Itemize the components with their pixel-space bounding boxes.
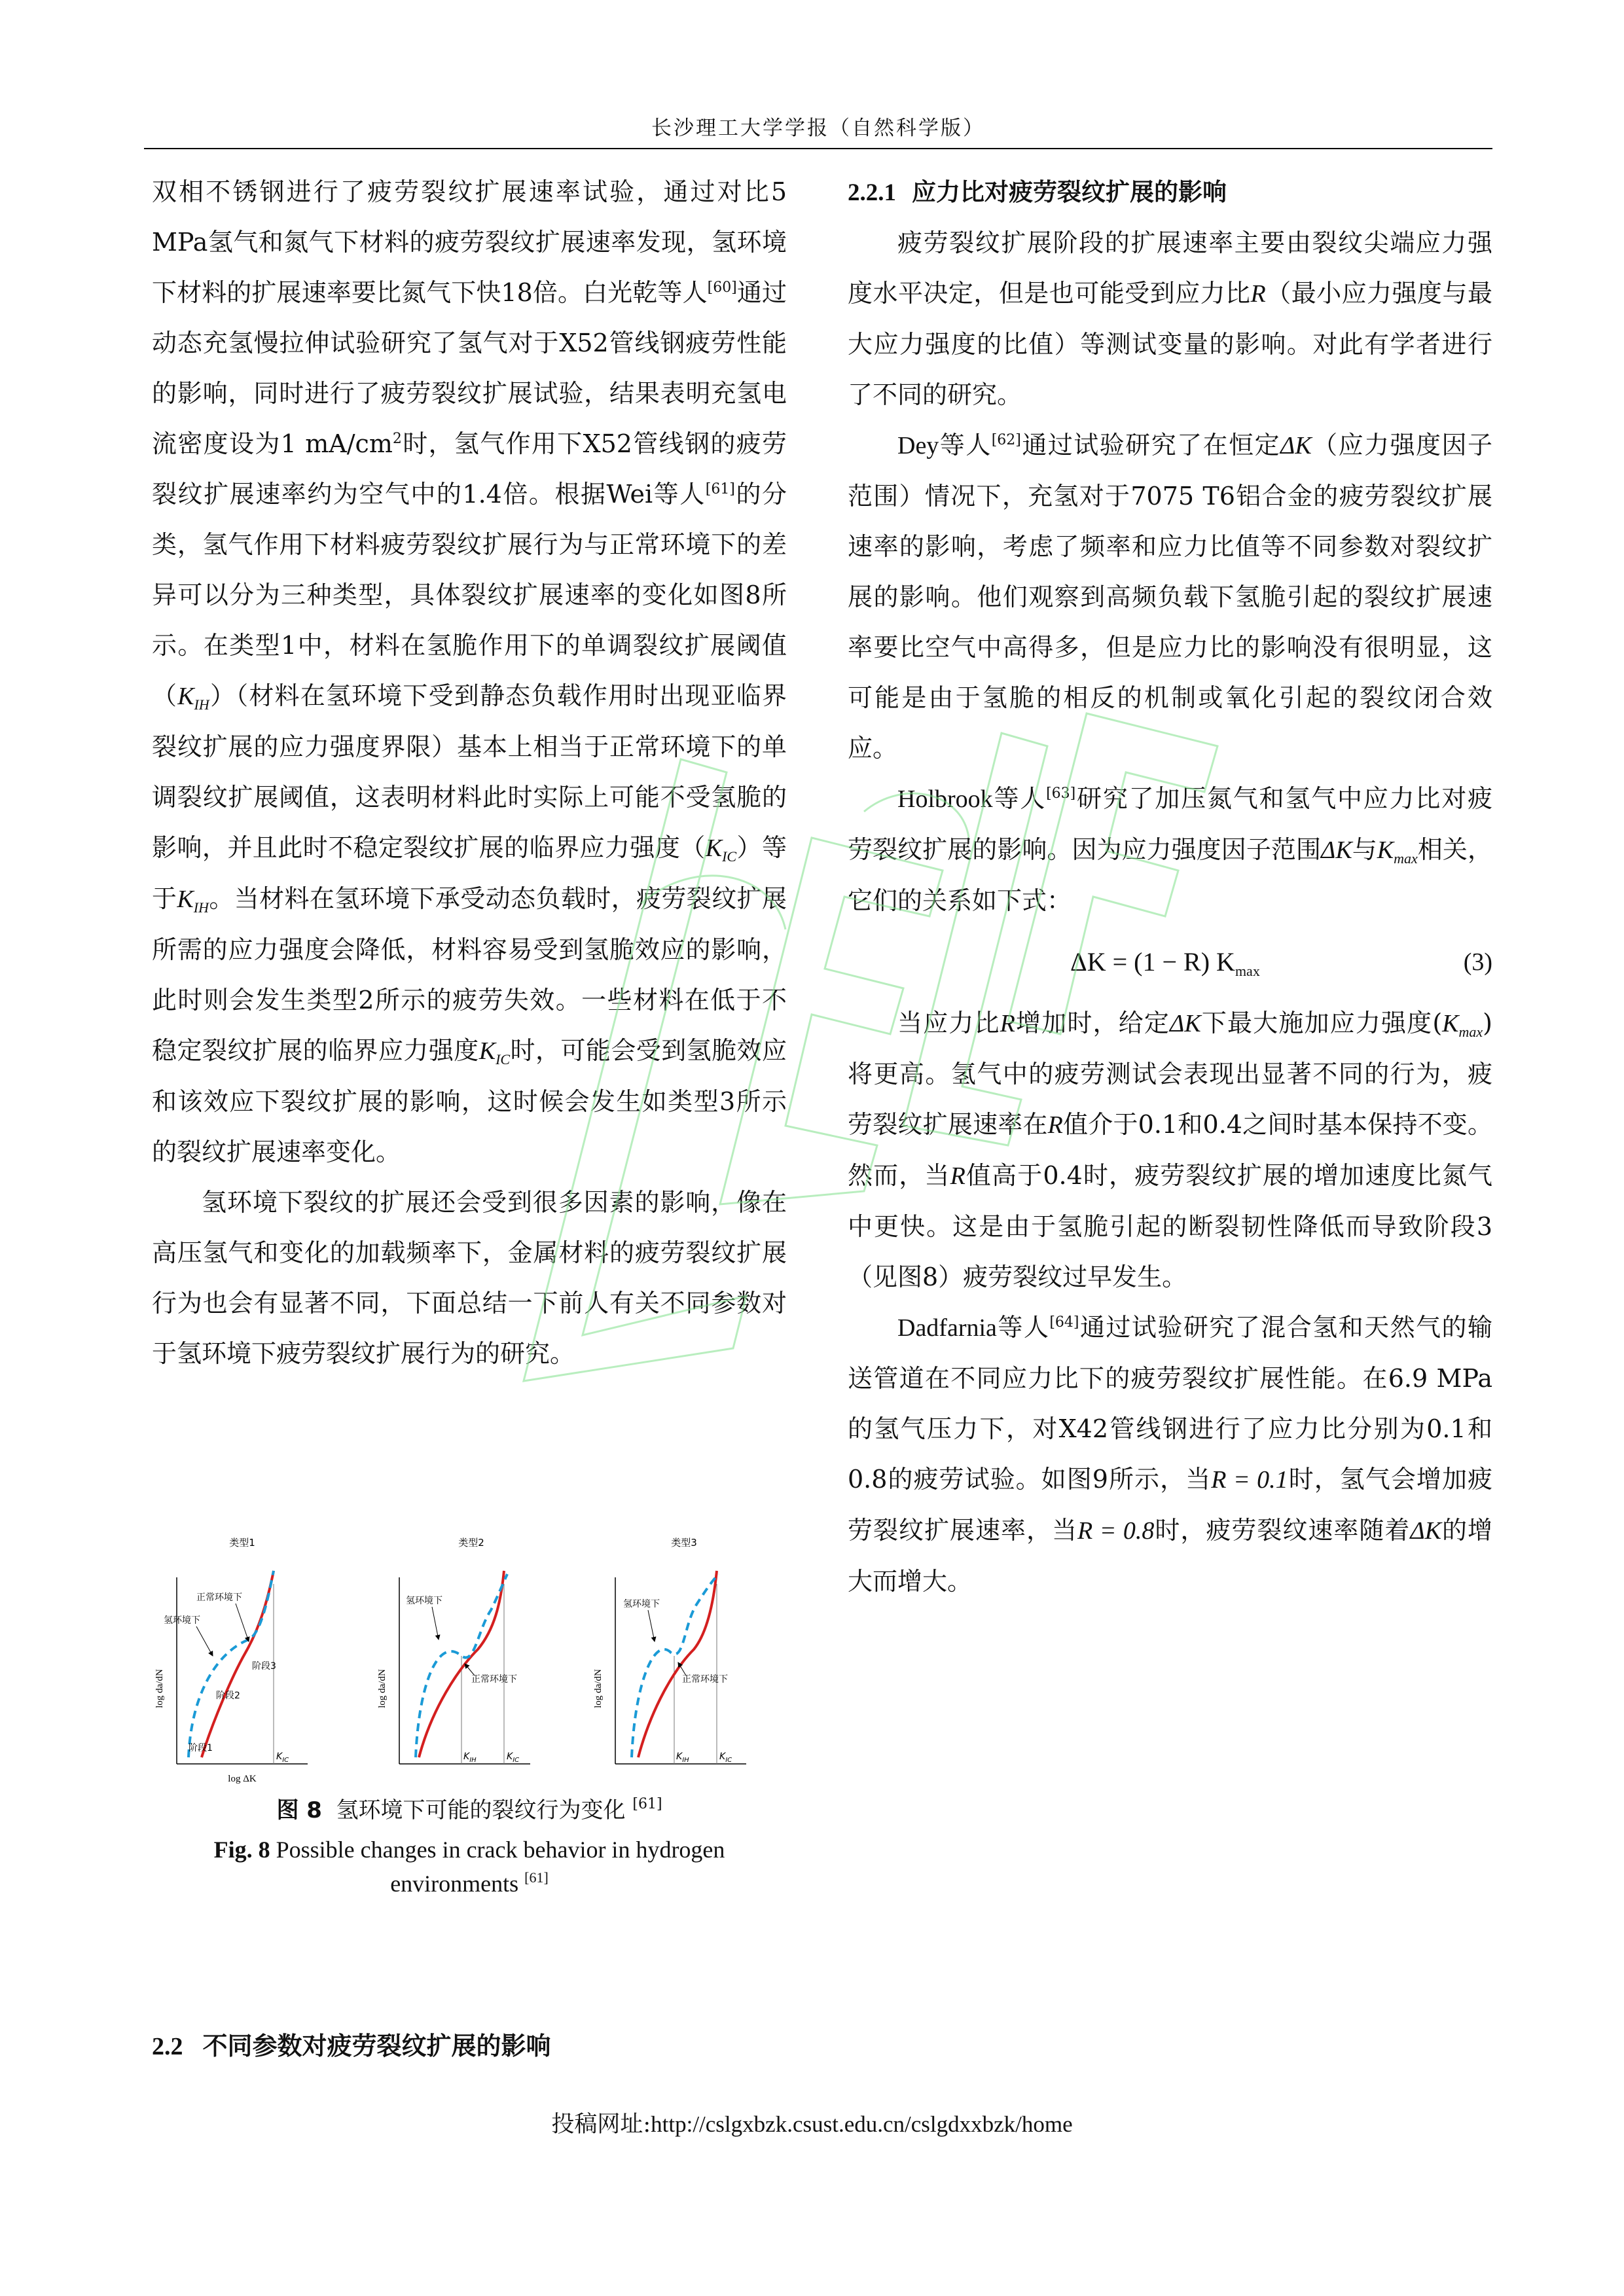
math-kih: $K_{IH}$ (177, 683, 209, 713)
citation-64[interactable]: [64] (1049, 1314, 1079, 1331)
figure-caption-cn: 图 8 氢环境下可能的裂纹行为变化 [61] (276, 1796, 662, 1823)
panel-type-3 (593, 1537, 746, 1764)
citation-62[interactable]: [62] (991, 432, 1021, 448)
figure-8-svg (151, 1525, 792, 1820)
label-hydrogen-1: 氢环境下 (164, 1615, 200, 1626)
panel-title-1: 类型1 (229, 1537, 255, 1549)
label-hydrogen-2: 氢环境下 (406, 1596, 442, 1606)
panel-title-3: 类型3 (671, 1537, 697, 1549)
header-rule (144, 148, 1492, 149)
left-column (152, 167, 787, 1379)
ylabel-2: log da/dN (377, 1669, 388, 1708)
label-normal-1: 正常环境下 (196, 1592, 242, 1603)
right-paragraph-4: 当应力比R增加时，给定ΔK下最大施加应力强度$(K_{max})$将更高。氢气中的疲劳测试会表现出显著不同的行为，疲劳裂纹扩展速率在R值介于0.1和0.4之间时基本保持不变。然而，当R值高于0.4时，疲劳裂纹扩展的增加速度比氮气中更快。这是由于氢脆引起的断裂韧性降低而导致阶段3（见图8）疲劳裂纹过早发生。 (848, 1009, 1492, 1291)
right-paragraph-5: Dadfarnia等人[64]通过试验研究了混合氢和天然气的输送管道在不同应力比下的疲劳裂纹扩展性能。在6.9 MPa的氢气压力下，对X42管线钢进行了应力比分别为0.1和0.8的疲劳试验。如图9所示，当R = 0.1时，氢气会增加疲劳裂纹扩展速率，当R = 0.8时，疲劳裂纹速率随着ΔK的增大而增大。 (848, 1313, 1492, 1596)
equation-3 (848, 926, 1492, 998)
label-normal-2: 正常环境下 (471, 1674, 517, 1685)
kic-label-3: $K_{IC}$ (719, 1751, 732, 1764)
math-kic: $K_{IC}$ (478, 1037, 511, 1067)
label-stage2-1: 阶段2 (216, 1691, 240, 1701)
math-kih: $K_{IH}$ (177, 886, 209, 916)
panel-type-1 (154, 1537, 308, 1784)
running-head: 长沙理工大学学报（自然科学版） (651, 117, 985, 140)
right-column (848, 167, 1492, 1607)
xlabel-1: log ΔK (228, 1774, 257, 1784)
submission-url-link[interactable]: http://cslgxbzk.csust.edu.cn/cslgdxxbzk/home (651, 2111, 1073, 2137)
kih-label-3: $K_{IH}$ (676, 1751, 689, 1764)
left-paragraph-1: 双相不锈钢进行了疲劳裂纹扩展速率试验，通过对比5 MPa氢气和氮气下材料的疲劳裂纹扩展速率发现，氢环境下材料的扩展速率要比氮气下快18倍。白光乾等人[60]通过动态充氢慢拉伸试验研究了氢气对于X52管线钢疲劳性能的影响，同时进行了疲劳裂纹扩展试验，结果表明充氢电流密度设为1 $mA/cm^2$时，氢气作用下X52管线钢的疲劳裂纹扩展速率约为空气中的1.4倍。根据Wei等人[61]的分类，氢气作用下材料疲劳裂纹扩展行为与正常环境下的差异可以分为三种类型，具体裂纹扩展速率的变化如图8所示。在类型1中，材料在氢脆作用下的单调裂纹扩展阈值$(K_{IH})$（材料在氢环境下受到静态负载作用时出现亚临界裂纹扩展的应力强度界限）基本上相当于正常环境下的单调裂纹扩展阈值，这表明材料此时实际上可能不受氢脆的影响，并且此时不稳定裂纹扩展的临界应力强度$(K_{IC})$等于$K_{IH}$。当材料在氢环境下承受动态负载时，疲劳裂纹扩展所需的应力强度会降低，材料容易受到氢脆效应的影响，此时则会发生类型2所示的疲劳失效。一些材料在低于不稳定裂纹扩展的临界应力强度$K_{IC}$时，可能会受到氢脆效应和该效应下裂纹扩展的影响，这时候会发生如类型3所示的裂纹扩展速率变化。 (152, 177, 787, 1166)
citation-60[interactable]: [60] (707, 279, 737, 296)
caption-citation-en[interactable]: [61] (524, 1869, 549, 1886)
right-paragraph-1: 疲劳裂纹扩展阶段的扩展速率主要由裂纹尖端应力强度水平决定，但是也可能受到应力比R（最小应力强度与最大应力强度的比值）等测试变量的影响。对此有学者进行了不同的研究。 (848, 228, 1492, 409)
label-stage1-1: 阶段1 (189, 1743, 213, 1753)
label-hydrogen-3: 氢环境下 (623, 1599, 660, 1609)
right-paragraph-2: Dey等人[62]通过试验研究了在恒定ΔK（应力强度因子范围）情况下，充氢对于7075 T6铝合金的疲劳裂纹扩展速率的影响，考虑了频率和应力比值等不同参数对裂纹扩展的影响。他们观察到高频负载下氢脆引起的裂纹扩展速率要比空气中高得多，但是应力比的影响没有很明显，这可能是由于氢脆的相反的机制或氧化引起的裂纹闭合效应。 (848, 431, 1492, 762)
equation-number: (3) (1463, 948, 1492, 976)
ylabel-3: log da/dN (593, 1669, 604, 1708)
figure-caption-en: Fig. 8 Possible changes in crack behavior in hydrogen environments [61] (213, 1837, 725, 1897)
kic-label-1: $K_{IC}$ (276, 1751, 289, 1764)
citation-63[interactable]: [63] (1046, 785, 1076, 802)
footer: 投稿网址:http://cslgxbzk.csust.edu.cn/cslgdxxbzk/home (551, 2111, 1073, 2138)
section-heading-2-2: 2.2 不同参数对疲劳裂纹扩展的影响 (152, 2032, 551, 2060)
subsection-heading-2-2-1: 2.2.1 应力比对疲劳裂纹扩展的影响 (848, 178, 1227, 206)
label-normal-3: 正常环境下 (682, 1674, 728, 1685)
kih-label-2: $K_{IH}$ (463, 1751, 477, 1764)
figure-8 (151, 1525, 792, 1820)
math-kic: $K_{IC}$ (705, 834, 737, 865)
panel-type-2 (377, 1537, 530, 1764)
ylabel-1: log da/dN (154, 1669, 165, 1708)
left-paragraph-2: 氢环境下裂纹的扩展还会受到很多因素的影响，像在高压氢气和变化的加载频率下，金属材料的疲劳裂纹扩展行为也会有显著不同，下面总结一下前人有关不同参数对于氢环境下疲劳裂纹扩展行为的研究。 (152, 1188, 787, 1368)
right-paragraph-3: Holbrook等人[63]研究了加压氮气和氢气中应力比对疲劳裂纹扩展的影响。因为应力强度因子范围ΔK与$K_{max}$相关，它们的关系如下式： (848, 784, 1492, 915)
equation-expr: ΔK = (1 − R) $K_{max}$ (1070, 947, 1260, 979)
citation-61[interactable]: [61] (705, 481, 735, 497)
kic-label-2: $K_{IC}$ (507, 1751, 520, 1764)
panel-title-2: 类型2 (458, 1537, 484, 1549)
label-stage3-1: 阶段3 (252, 1661, 276, 1672)
caption-citation-cn[interactable]: [61] (632, 1796, 662, 1812)
